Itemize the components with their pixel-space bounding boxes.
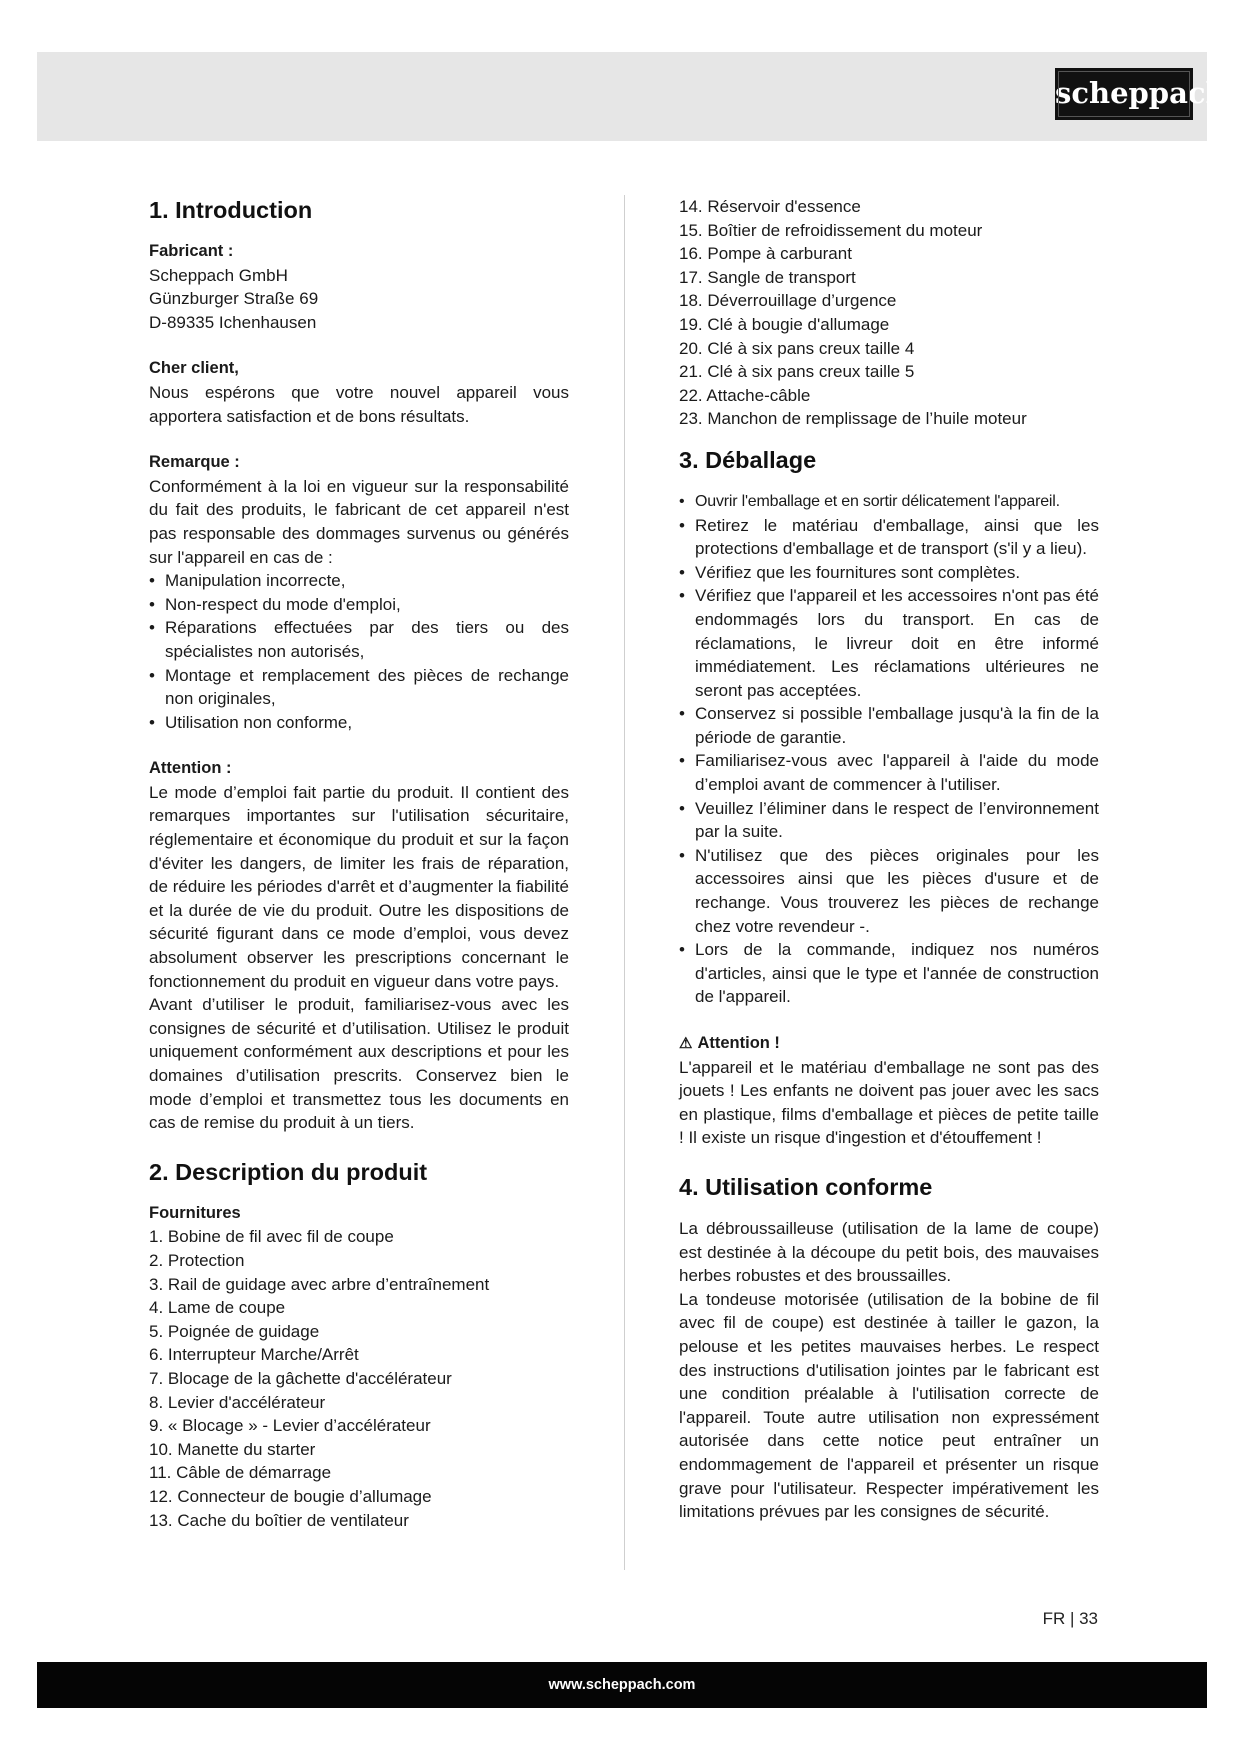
manufacturer-label: Fabricant : bbox=[149, 242, 234, 260]
list-item: • Retirez le matériau d'emballage, ainsi que les protections d'emballage et de transport (s'il y a lieu). bbox=[679, 514, 1099, 561]
page-number: FR | 33 bbox=[1042, 1609, 1098, 1628]
unpacking-list bbox=[679, 490, 1099, 1009]
list-item: • Manipulation incorrecte, bbox=[149, 569, 569, 593]
list-item: • Non-respect du mode d'emploi, bbox=[149, 593, 569, 617]
intended-use-text-2: La tondeuse motorisée (utilisation de la bobine de fil avec fil de coupe) est destinée à tailler le gazon, la pelouse et les petites mauvaises herbes. Le respect des instructions d'utilisation jointes par le fabricant est une condition préalable à l'utilisation correcte de l'appareil. Toute autre utilisation non expressément autorisée dans cette notice peut entraîner un endommagement de l'appareil et présenter un risque grave pour l'utilisateur. Respecter impérativement les limitations prévues par les consignes de sécurité. bbox=[679, 1289, 1099, 1522]
supply-item: 17. Sangle de transport bbox=[679, 267, 856, 287]
unpacking-heading: 3. Déballage bbox=[679, 446, 817, 473]
page-header bbox=[37, 52, 1227, 141]
manufacturer-address bbox=[149, 264, 569, 335]
dear-client-text: Nous espérons que votre nouvel appareil vous apportera satisfaction et de bons résultats. bbox=[149, 382, 569, 426]
supply-item: 11. Câble de démarrage bbox=[149, 1463, 332, 1483]
list-item: • Montage et remplacement des pièces de rechange non originales, bbox=[149, 664, 569, 711]
supply-item: 14. Réservoir d'essence bbox=[679, 197, 861, 216]
scheppach-logo bbox=[1055, 68, 1227, 120]
remark-label: Remarque : bbox=[149, 453, 240, 472]
address-line: D-89335 Ichenhausen bbox=[149, 312, 317, 332]
list-item: • Utilisation non conforme, bbox=[149, 711, 569, 735]
left-column bbox=[149, 195, 569, 1532]
intended-use-heading: 4. Utilisation conforme bbox=[679, 1173, 933, 1200]
supply-item: 16. Pompe à carburant bbox=[679, 244, 852, 264]
intended-use-text-1: La débroussailleuse (utilisation de la lame de coupe) est destinée à la découpe du petit bois, des mauvaises herbes robustes et des broussailles. bbox=[679, 1218, 1099, 1286]
list-item: • N'utilisez que des pièces originales pour les accessoires ainsi que les pièces d'usure et de rechange. Vous trouverez les pièces de rechange chez votre revendeur -. bbox=[679, 844, 1099, 938]
supply-item: 19. Clé à bougie d'allumage bbox=[679, 314, 890, 334]
supplies-list-continued bbox=[679, 195, 1099, 431]
supply-item: 1. Bobine de fil avec fil de coupe bbox=[149, 1227, 394, 1247]
list-item: • Réparations effectuées par des tiers ou des spécialistes non autorisés, bbox=[149, 616, 569, 663]
supply-item: 9. « Blocage » - Levier d’accélérateur bbox=[149, 1416, 431, 1436]
warning-triangle-icon: ⚠ bbox=[679, 1035, 693, 1052]
warning-label-text: Attention ! bbox=[697, 1034, 780, 1052]
list-item: • Ouvrir l'emballage et en sortir délicatement l'appareil. bbox=[679, 490, 1099, 514]
page-footer bbox=[37, 1662, 1207, 1708]
list-item: • Vérifiez que l'appareil et les accessoires n'ont pas été endommagés lors du transport. En cas de réclamations, le livreur doit en être informé immédiatement. Les réclamations ultérieures ne seront pas acceptées. bbox=[679, 584, 1099, 702]
description-heading: 2. Description du produit bbox=[149, 1158, 428, 1185]
attention-label: Attention : bbox=[149, 759, 232, 778]
supply-item: 2. Protection bbox=[149, 1250, 245, 1270]
supply-item: 21. Clé à six pans creux taille 5 bbox=[679, 362, 915, 382]
supply-item: 23. Manchon de remplissage de l’huile moteur bbox=[679, 409, 1027, 429]
attention-text-1: Le mode d’emploi fait partie du produit. Il contient des remarques importantes sur l'utilisation sécuritaire, réglementaire et économique du produit et sur la façon d'éviter les dangers, de limiter les frais de réparation, de réduire les périodes d'arrêt et d’augmenter la fiabilité et la durée de vie du produit. Outre les dispositions de sécurité figurant dans ce mode d’emploi, vous devez absolument observer les prescriptions concernant le fonctionnement du produit en vigueur dans votre pays. bbox=[149, 782, 569, 991]
column-divider bbox=[624, 195, 625, 1570]
supply-item: 12. Connecteur de bougie d’allumage bbox=[149, 1486, 432, 1506]
supply-item: 7. Blocage de la gâchette d'accélérateur bbox=[149, 1368, 452, 1388]
supply-item: 13. Cache du boîtier de ventilateur bbox=[149, 1510, 409, 1530]
footer-url: www.scheppach.com bbox=[548, 1677, 696, 1693]
right-column bbox=[679, 195, 1099, 1524]
logo-border bbox=[1058, 71, 1190, 117]
list-item: • Lors de la commande, indiquez nos numéros d'articles, ainsi que le type et l'année de construction de l'appareil. bbox=[679, 938, 1099, 1009]
supply-item: 10. Manette du starter bbox=[149, 1439, 316, 1459]
supply-item: 15. Boîtier de refroidissement du moteur bbox=[679, 220, 983, 240]
attention-text-2: Avant d’utiliser le produit, familiarisez-vous avec les consignes de sécurité et d’utilisation. Utilisez le produit uniquement conformément aux descriptions et pour les domaines d’utilisation prescrits. Conservez bien le mode d’emploi et transmettez tous les documents en cas de remise du produit à un tiers. bbox=[149, 995, 569, 1133]
supply-item: 22. Attache-câble bbox=[679, 385, 811, 405]
supplies-list bbox=[149, 1225, 569, 1532]
list-item: • Conservez si possible l'emballage jusqu'à la fin de la période de garantie. bbox=[679, 702, 1099, 749]
dear-client-label: Cher client, bbox=[149, 359, 239, 378]
supply-item: 8. Levier d'accélérateur bbox=[149, 1392, 326, 1412]
intro-heading: 1. Introduction bbox=[149, 197, 313, 223]
list-item: • Veuillez l’éliminer dans le respect de l’environnement par la suite. bbox=[679, 797, 1099, 844]
remark-text: Conformément à la loi en vigueur sur la responsabilité du fait des produits, le fabricant de cet appareil n'est pas responsable des dommages survenus ou générés sur l'appareil en cas de : bbox=[149, 476, 569, 567]
supply-item: 5. Poignée de guidage bbox=[149, 1321, 320, 1341]
list-item: • Vérifiez que les fournitures sont complètes. bbox=[679, 561, 1099, 585]
remark-list bbox=[149, 569, 569, 734]
supply-item: 6. Interrupteur Marche/Arrêt bbox=[149, 1345, 359, 1365]
supply-item: 4. Lame de coupe bbox=[149, 1298, 286, 1318]
address-line: Scheppach GmbH bbox=[149, 265, 288, 285]
supply-item: 3. Rail de guidage avec arbre d’entraînement bbox=[149, 1274, 490, 1294]
supply-item: 18. Déverrouillage d’urgence bbox=[679, 291, 897, 311]
warning-label bbox=[679, 1032, 1099, 1056]
warning-text: L'appareil et le matériau d'emballage ne sont pas des jouets ! Les enfants ne doivent pas jouer avec les sacs en plastique, films d'emballage et pièces de petite taille ! Il existe un risque d'ingestion et d'étouffement ! bbox=[679, 1057, 1099, 1148]
supplies-label: Fournitures bbox=[149, 1203, 241, 1222]
list-item: • Familiarisez-vous avec l'appareil à l'aide du mode d’emploi avant de commencer à l'utiliser. bbox=[679, 749, 1099, 796]
supply-item: 20. Clé à six pans creux taille 4 bbox=[679, 338, 915, 358]
logo-text: scheppach bbox=[1055, 76, 1227, 110]
address-line: Günzburger Straße 69 bbox=[149, 289, 319, 309]
